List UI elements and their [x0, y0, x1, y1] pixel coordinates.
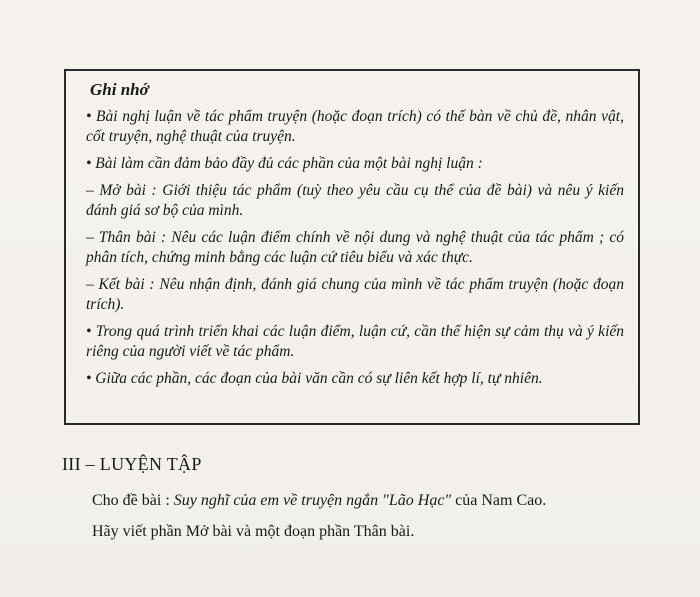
note-paragraph: – Kết bài : Nêu nhận định, đánh giá chung của mình về tác phẩm truyện (hoặc đoạn trích).: [86, 276, 624, 313]
note-paragraph: • Trong quá trình triển khai các luận điểm, luận cứ, cần thể hiện sự cảm thụ và ý kiến riêng của người viết về tác phẩm.: [86, 323, 624, 360]
exercise-prefix: Cho đề bài :: [92, 492, 174, 509]
note-paragraph: – Thân bài : Nêu các luận điểm chính về nội dung và nghệ thuật của tác phẩm ; có phân tích, chứng minh bằng các luận cứ tiêu biểu và xác thực.: [86, 229, 624, 266]
exercise-suffix: của Nam Cao.: [451, 492, 547, 509]
exercise-topic: Suy nghĩ của em về truyện ngắn "Lão Hạc": [173, 492, 452, 509]
exercise-instruction: Hãy viết phần Mở bài và một đoạn phần Thân bài.: [92, 523, 415, 540]
note-paragraph: • Giữa các phần, các đoạn của bài văn cần có sự liên kết hợp lí, tự nhiên.: [86, 370, 543, 387]
note-paragraph: – Mở bài : Giới thiệu tác phẩm (tuỳ theo yêu cầu cụ thể của đề bài) và nêu ý kiến đánh giá sơ bộ của mình.: [86, 182, 624, 219]
note-paragraph: • Bài làm cần đảm bảo đầy đủ các phần của một bài nghị luận :: [86, 155, 483, 172]
ghi-nho-title: Ghi nhớ: [90, 80, 149, 99]
exercise-prompt: [92, 490, 546, 512]
note-paragraph: • Bài nghị luận về tác phẩm truyện (hoặc đoạn trích) có thể bàn về chủ đề, nhân vật, cốt truyện, nghệ thuật của truyện.: [86, 108, 624, 145]
ghi-nho-box: [64, 69, 640, 425]
section-heading-luyen-tap: III – LUYỆN TẬP: [62, 454, 202, 474]
